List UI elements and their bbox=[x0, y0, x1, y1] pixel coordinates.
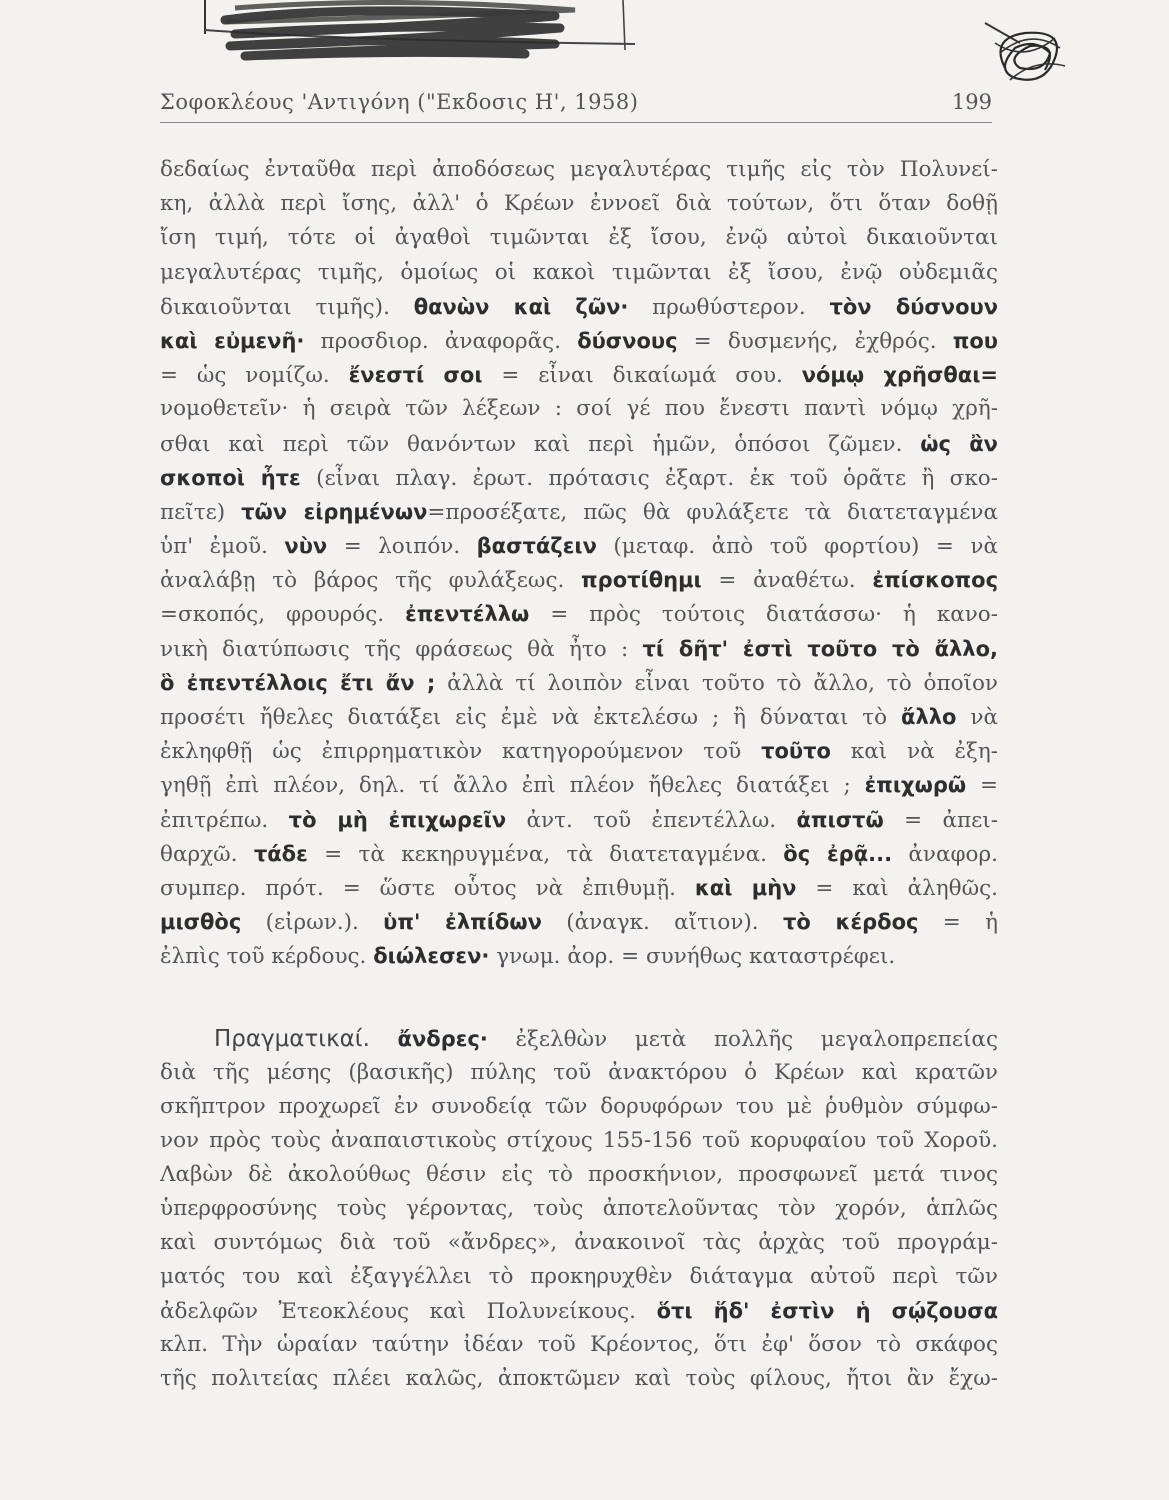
lemma-bold: μισθὸς bbox=[160, 910, 242, 935]
commentary-paragraph-1 bbox=[160, 153, 998, 974]
lemma-bold: προτίθημι bbox=[581, 568, 702, 593]
text-line bbox=[160, 734, 998, 768]
lemma-bold: τάδε bbox=[253, 841, 308, 866]
lemma-bold: ἐπιχωρῶ bbox=[864, 773, 967, 798]
text-run: =προσέξατε, πῶς θὰ φυλάξετε τὰ διατεταγμένα bbox=[427, 499, 998, 525]
text-line bbox=[160, 392, 998, 426]
text-run: ἐξελθὼν μετὰ πολλῆς μεγαλοπρεπείας bbox=[487, 1027, 998, 1052]
text-run: = λοιπόν. bbox=[327, 534, 477, 560]
text-line bbox=[160, 153, 998, 187]
text-line bbox=[160, 1328, 998, 1362]
text-run: νικὴ διατύπωσις τῆς φράσεως θὰ ἦτο : bbox=[160, 636, 643, 662]
text-run: καὶ νὰ ἐξη- bbox=[830, 739, 998, 765]
text-run: συμπερ. πρότ. = ὥστε οὗτος νὰ ἐπιθυμῇ. bbox=[160, 875, 695, 901]
lemma-bold: ὅτι ἥδ' ἐστὶν ἡ σῴζουσα bbox=[656, 1299, 998, 1323]
text-line bbox=[160, 1090, 998, 1124]
lemma-bold: ἄνδρες· bbox=[397, 1027, 488, 1051]
text-run: (εἰρων.). bbox=[241, 910, 384, 936]
text-run: = τὰ κεκηρυγμένα, τὰ διατεταγμένα. bbox=[307, 841, 784, 867]
text-run: ἐλπὶς τοῦ κέρδους. bbox=[160, 944, 374, 970]
text-run: ὑπ' ἐμοῦ. bbox=[160, 534, 285, 560]
lemma-bold: δύσνους bbox=[577, 328, 678, 353]
text-run: γνωμ. ἀορ. = συνήθως καταστρέφει. bbox=[489, 944, 896, 970]
text-line bbox=[160, 529, 998, 563]
text-run: ὑπερφροσύνης τοὺς γέροντας, τοὺς ἀποτελοῦντας τὸν χορόν, ἁπλῶς bbox=[160, 1196, 998, 1221]
text-line bbox=[160, 290, 998, 324]
text-line bbox=[160, 768, 998, 802]
text-run: πεῖτε) bbox=[160, 499, 242, 525]
text-run: γηθῇ ἐπὶ πλέον, δηλ. τί ἄλλο ἐπὶ πλέον ἤθελες διατάξει ; bbox=[160, 773, 865, 799]
text-line bbox=[160, 1192, 998, 1226]
text-line bbox=[160, 1294, 998, 1328]
text-line bbox=[160, 1056, 998, 1090]
lemma-bold: ἀπιστῶ bbox=[796, 807, 884, 832]
text-line bbox=[160, 1260, 998, 1294]
text-run: ἴση τιμή, τότε οἱ ἀγαθοὶ τιμῶνται ἐξ ἴσου, ἐνῷ αὐτοὶ δικαιοῦνται bbox=[160, 225, 998, 251]
text-run: (εἶναι πλαγ. ἐρωτ. πρότασις ἐξαρτ. ἐκ τοῦ ὁρᾶτε ἢ σκο- bbox=[300, 465, 998, 491]
text-run: προσέτι ἤθελες διατάξει εἰς ἐμὲ νὰ ἐκτελέσω ; ἢ δύναται τὸ bbox=[160, 705, 902, 730]
text-run: = δυσμενής, ἐχθρός. bbox=[677, 328, 953, 354]
text-line bbox=[160, 632, 998, 666]
text-run: δεδαίως ἐνταῦθα περὶ ἀποδόσεως μεγαλυτέρας τιμῆς εἰς τὸν Πολυνεί- bbox=[160, 157, 998, 182]
text-run: σκῆπτρον προχωρεῖ ἐν συνοδείᾳ τῶν δορυφόρων του μὲ ῥυθμὸν σύμφω- bbox=[160, 1094, 998, 1119]
text-line bbox=[160, 1158, 998, 1192]
text-line bbox=[160, 256, 998, 290]
text-run: = ἀναθέτω. bbox=[701, 568, 873, 594]
text-line bbox=[160, 700, 998, 734]
lemma-bold: τοῦτο bbox=[761, 739, 831, 764]
lemma-bold: ἐπίσκοπος bbox=[872, 568, 998, 593]
text-line bbox=[160, 495, 998, 529]
text-line bbox=[160, 803, 998, 837]
text-line bbox=[160, 837, 998, 871]
text-line bbox=[160, 461, 998, 495]
text-run: τῆς πολιτείας πλέει καλῶς, ἀποκτῶμεν καὶ τοὺς φίλους, ἤτοι ἂν ἔχω- bbox=[160, 1366, 998, 1391]
lemma-bold: τῶν εἰρημένων bbox=[241, 499, 428, 524]
text-run: νὰ bbox=[956, 705, 998, 730]
text-line bbox=[160, 939, 998, 973]
section-lead-word: Πραγματικαί. bbox=[214, 1026, 370, 1052]
text-line bbox=[160, 1362, 998, 1396]
text-run: μεγαλυτέρας τιμῆς, ὁμοίως οἱ κακοὶ τιμῶνται ἐξ ἴσου, ἐνῷ οὐδεμιᾶς bbox=[160, 259, 998, 285]
text-line bbox=[160, 666, 998, 700]
page-number: 199 bbox=[951, 90, 992, 114]
lemma-bold: θανὼν καὶ ζῶν· bbox=[413, 294, 629, 319]
lemma-bold: ὃς ἐρᾷ... bbox=[783, 841, 893, 866]
text-line bbox=[160, 871, 998, 905]
text-run: =σκοπός, φρουρός. bbox=[160, 602, 406, 628]
lemma-bold: τί δῆτ' ἐστὶ τοῦτο τὸ ἄλλο, bbox=[642, 636, 998, 661]
lemma-bold: ὡς ἂν bbox=[920, 431, 998, 456]
text-run: = εἶναι δικαίωμά σου. bbox=[482, 363, 802, 389]
text-run bbox=[370, 1027, 398, 1052]
lemma-bold: τὸ μὴ ἐπιχωρεῖν bbox=[288, 807, 507, 832]
text-line bbox=[160, 358, 998, 392]
lemma-bold: ἄλλο bbox=[901, 705, 957, 729]
text-run: = πρὸς τούτοις διατάσσω· ἡ κανο- bbox=[529, 602, 998, 628]
text-run: νον πρὸς τοὺς ἀναπαιστικοὺς στίχους 155-156 τοῦ κορυφαίου τοῦ Χοροῦ. bbox=[160, 1128, 998, 1153]
text-line bbox=[160, 563, 998, 597]
text-run: διὰ τῆς μέσης (βασικῆς) πύλης τοῦ ἀνακτόρου ὁ Κρέων καὶ κρατῶν bbox=[160, 1060, 998, 1085]
text-run: καὶ συντόμως διὰ τοῦ «ἄνδρες», ἀνακοινοῖ τὰς ἀρχὰς τοῦ προγράμ- bbox=[160, 1230, 998, 1255]
text-run: (μεταφ. ἀπὸ τοῦ φορτίου) = νὰ bbox=[596, 534, 998, 560]
text-run: = ἡ bbox=[918, 910, 998, 936]
lemma-bold: ὑπ' ἐλπίδων bbox=[383, 910, 542, 935]
lemma-bold: ἔνεστί σοι bbox=[348, 363, 483, 388]
text-run: σθαι καὶ περὶ τῶν θανόντων καὶ περὶ ἡμῶν, ὁπόσοι ζῶμεν. bbox=[160, 431, 921, 457]
text-line bbox=[160, 1124, 998, 1158]
text-run: (ἀναγκ. αἴτιον). bbox=[541, 910, 783, 936]
text-run: θαρχῶ. bbox=[160, 841, 254, 867]
text-run: ἀντ. τοῦ ἐπεντέλλω. bbox=[506, 807, 797, 833]
text-run: = ὡς νομίζω. bbox=[160, 363, 349, 389]
pencil-scribble-top bbox=[195, 0, 645, 70]
lemma-bold: καὶ μὴν bbox=[694, 875, 797, 900]
text-run: ἐπιτρέπω. bbox=[160, 807, 289, 833]
lemma-bold: που bbox=[952, 328, 998, 353]
text-run: κλπ. Τὴν ὡραίαν ταύτην ἰδέαν τοῦ Κρέοντος, ὅτι ἐφ' ὅσον τὸ σκάφος bbox=[160, 1332, 998, 1357]
text-run: νομοθετεῖν· ἡ σειρὰ τῶν λέξεων : σοί γέ που ἔνεστι παντὶ νόμῳ χρῆ- bbox=[160, 396, 998, 422]
lemma-bold: ὃ ἐπεντέλλοις ἔτι ἄν ; bbox=[160, 670, 436, 695]
lemma-bold: τὸν δύσνουν bbox=[829, 294, 998, 319]
book-title: Σοφοκλέους 'Αντιγόνη ("Εκδοσις Η', 1958) bbox=[160, 90, 639, 114]
text-line bbox=[160, 221, 998, 255]
text-run: ἀδελφῶν Ἐτεοκλέους καὶ Πολυνείκους. bbox=[160, 1299, 657, 1324]
text-line bbox=[160, 187, 998, 221]
lemma-bold: σκοποὶ ἦτε bbox=[160, 465, 301, 490]
text-line bbox=[160, 905, 998, 939]
text-run: ἐκληφθῇ ὡς ἐπιρρηματικὸν κατηγορούμενον τοῦ bbox=[160, 739, 762, 765]
running-head bbox=[160, 86, 992, 123]
lemma-bold: βαστάζειν bbox=[476, 534, 597, 559]
text-run: ἀλλὰ τί λοιπὸν εἶναι τοῦτο τὸ ἄλλο, τὸ ὁποῖον bbox=[435, 670, 998, 696]
text-run: προσδιορ. ἀναφορᾶς. bbox=[304, 328, 578, 354]
text-run: κη, ἀλλὰ περὶ ἴσης, ἀλλ' ὁ Κρέων ἐννοεῖ διὰ τούτων, ὅτι ὅταν δοθῇ bbox=[160, 191, 998, 217]
lemma-bold: τὸ κέρδος bbox=[782, 910, 919, 935]
commentary-paragraph-2 bbox=[160, 1022, 998, 1396]
text-run: πρωθύστερον. bbox=[628, 294, 830, 320]
text-run: ἀναφορ. bbox=[892, 841, 998, 867]
text-run: δικαιοῦνται τιμῆς). bbox=[160, 294, 414, 320]
lemma-bold: ἐπεντέλλω bbox=[405, 602, 530, 627]
text-run: = ἀπει- bbox=[883, 807, 998, 833]
pencil-scribble-corner bbox=[975, 8, 1075, 93]
text-line bbox=[160, 1022, 998, 1056]
lemma-bold: νόμῳ χρῆσθαι= bbox=[801, 363, 998, 388]
lemma-bold: νὺν bbox=[284, 534, 328, 559]
text-run: ματός του καὶ ἐξαγγέλλει τὸ προκηρυχθὲν διάταγμα αὐτοῦ περὶ τῶν bbox=[160, 1264, 998, 1289]
text-line bbox=[160, 1226, 998, 1260]
lemma-bold: διώλεσεν· bbox=[373, 944, 490, 969]
text-line bbox=[160, 427, 998, 461]
text-line bbox=[160, 597, 998, 631]
lemma-bold: καὶ εὐμενῆ· bbox=[160, 328, 305, 353]
text-run: = bbox=[966, 773, 998, 799]
text-run: ἀναλάβῃ τὸ βάρος τῆς φυλάξεως. bbox=[160, 568, 582, 594]
text-line bbox=[160, 324, 998, 358]
text-run: = καὶ ἀληθῶς. bbox=[796, 875, 998, 901]
text-run: Λαβὼν δὲ ἀκολούθως θέσιν εἰς τὸ προσκήνιον, προσφωνεῖ μετά τινος bbox=[160, 1162, 998, 1187]
